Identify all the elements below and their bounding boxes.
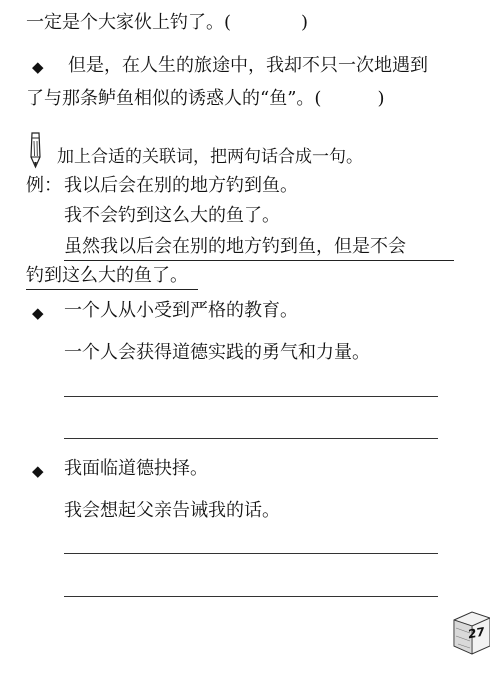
question-2-answer-line-2[interactable]: [64, 596, 438, 597]
example-answer-line-1: 虽然我以后会在别的地方钓到鱼，但是不会: [64, 236, 406, 257]
question-1-sentence-2: 一个人会获得道德实践的勇气和力量。: [64, 342, 370, 363]
example-label: 例：: [26, 175, 62, 196]
page-number: 27: [468, 624, 485, 642]
statement-2-line-1: 但是，在人生的旅途中，我却不只一次地遇到: [68, 55, 428, 76]
question-1-sentence-1: 一个人从小受到严格的教育。: [64, 300, 298, 321]
diamond-bullet-icon: ◆: [32, 304, 44, 322]
statement-1-text: 一定是个大家伙上钓了。(: [26, 12, 232, 33]
statement-1-close: ): [301, 12, 309, 33]
example-sentence-2: 我不会钓到这么大的鱼了。: [64, 205, 280, 226]
question-2-answer-line-1[interactable]: [64, 553, 438, 554]
statement-2-close: ): [377, 88, 385, 109]
example-answer-underline-2: [26, 289, 198, 290]
fill-in-statement-1: [26, 12, 308, 34]
diamond-bullet-icon: ◆: [32, 462, 44, 480]
question-2-sentence-1: 我面临道德抉择。: [64, 458, 208, 479]
fill-in-statement-2: [26, 88, 384, 110]
example-answer-line-2: 钓到这么大的鱼了。: [26, 265, 188, 286]
diamond-bullet-icon: ◆: [32, 58, 44, 76]
exercise-instruction: 加上合适的关联词，把两句话合成一句。: [57, 147, 363, 167]
pencil-icon: [28, 131, 44, 169]
question-2-sentence-2: 我会想起父亲告诫我的话。: [64, 500, 280, 521]
statement-2-line-2: 了与那条鲈鱼相似的诱惑人的“鱼”。(: [26, 88, 322, 109]
example-sentence-1: 我以后会在别的地方钓到鱼。: [64, 175, 298, 196]
question-1-answer-line-2[interactable]: [64, 438, 438, 439]
example-answer-underline-1: [64, 260, 454, 261]
question-1-answer-line-1[interactable]: [64, 396, 438, 397]
